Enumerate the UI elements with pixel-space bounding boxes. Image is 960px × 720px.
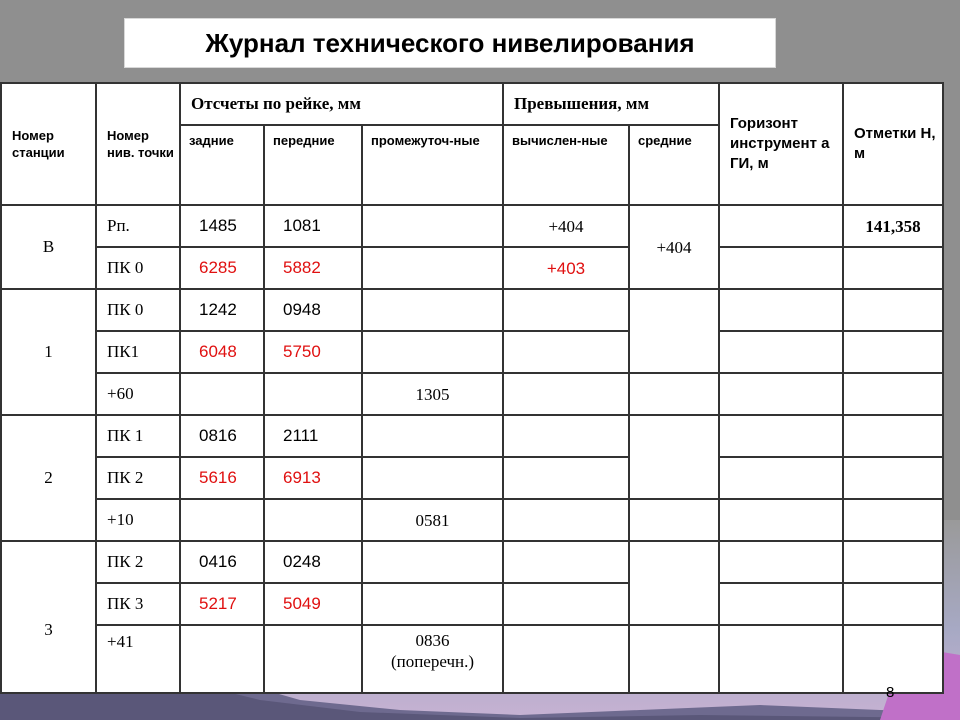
back-reading <box>180 373 264 415</box>
back-reading: 6048 <box>180 331 264 373</box>
front-reading: 2111 <box>264 415 362 457</box>
header-elevations-group: Превышения, мм <box>503 83 719 125</box>
front-reading: 5882 <box>264 247 362 289</box>
mean-elevation <box>629 541 719 625</box>
computed-elevation <box>503 331 629 373</box>
intermediate-reading <box>362 583 503 625</box>
mark-cell <box>843 625 943 693</box>
front-reading: 0248 <box>264 541 362 583</box>
mark-cell: 141,358 <box>843 205 943 247</box>
point-cell: ПК1 <box>96 331 180 373</box>
front-reading: 5750 <box>264 331 362 373</box>
horizon-cell <box>719 625 843 693</box>
computed-elevation <box>503 499 629 541</box>
header-row-1 <box>1 83 943 125</box>
horizon-cell <box>719 331 843 373</box>
front-reading <box>264 625 362 693</box>
back-reading <box>180 499 264 541</box>
back-reading: 1242 <box>180 289 264 331</box>
header-station: Номер станции <box>1 83 96 205</box>
mark-cell <box>843 415 943 457</box>
page-title: Журнал технического нивелирования <box>205 27 695 58</box>
table-row <box>1 373 943 415</box>
point-cell: ПК 1 <box>96 415 180 457</box>
table-row <box>1 289 943 331</box>
point-cell: ПК 3 <box>96 583 180 625</box>
table-row <box>1 541 943 583</box>
mark-cell <box>843 499 943 541</box>
computed-elevation <box>503 289 629 331</box>
horizon-cell <box>719 541 843 583</box>
computed-elevation: +404 <box>503 205 629 247</box>
front-reading: 1081 <box>264 205 362 247</box>
mean-elevation <box>629 625 719 693</box>
back-reading: 0816 <box>180 415 264 457</box>
mark-cell <box>843 583 943 625</box>
header-point: Номер нив. точки <box>96 83 180 205</box>
point-cell: ПК 2 <box>96 541 180 583</box>
computed-elevation <box>503 415 629 457</box>
horizon-cell <box>719 457 843 499</box>
front-reading <box>264 373 362 415</box>
header-marks: Отметки Н, м <box>843 83 943 205</box>
station-cell: 2 <box>1 415 96 541</box>
front-reading <box>264 499 362 541</box>
mean-elevation <box>629 289 719 373</box>
mark-cell <box>843 289 943 331</box>
back-reading: 1485 <box>180 205 264 247</box>
header-horizon: Горизонт инструмент а ГИ, м <box>719 83 843 205</box>
point-cell: +41 <box>96 625 180 693</box>
intermediate-reading: 0836 (поперечн.) <box>362 625 503 693</box>
table-row <box>1 583 943 625</box>
intermediate-reading <box>362 541 503 583</box>
mean-elevation <box>629 373 719 415</box>
station-cell: В <box>1 205 96 289</box>
station-cell: 1 <box>1 289 96 415</box>
back-reading: 0416 <box>180 541 264 583</box>
horizon-cell <box>719 583 843 625</box>
mean-elevation: +404 <box>629 205 719 289</box>
table-row <box>1 331 943 373</box>
mark-cell <box>843 541 943 583</box>
computed-elevation <box>503 625 629 693</box>
point-cell: +60 <box>96 373 180 415</box>
table-row <box>1 499 943 541</box>
station-cell: 3 <box>1 541 96 693</box>
intermediate-reading: 0581 <box>362 499 503 541</box>
intermediate-reading <box>362 247 503 289</box>
leveling-journal-table <box>0 82 944 694</box>
header-intermediate: промежуточ-ные <box>362 125 503 205</box>
table-row <box>1 205 943 247</box>
computed-elevation <box>503 583 629 625</box>
computed-elevation <box>503 541 629 583</box>
mean-elevation <box>629 415 719 499</box>
table-row <box>1 247 943 289</box>
point-cell: ПК 2 <box>96 457 180 499</box>
header-readings-group: Отсчеты по рейке, мм <box>180 83 503 125</box>
point-cell: +10 <box>96 499 180 541</box>
table-row <box>1 415 943 457</box>
point-cell: ПК 0 <box>96 247 180 289</box>
mark-cell <box>843 457 943 499</box>
point-cell: ПК 0 <box>96 289 180 331</box>
back-reading: 5616 <box>180 457 264 499</box>
table-row <box>1 625 943 693</box>
horizon-cell <box>719 415 843 457</box>
intermediate-reading <box>362 331 503 373</box>
computed-elevation <box>503 457 629 499</box>
front-reading: 5049 <box>264 583 362 625</box>
table-row <box>1 457 943 499</box>
mark-cell <box>843 331 943 373</box>
header-back: задние <box>180 125 264 205</box>
header-front: передние <box>264 125 362 205</box>
front-reading: 0948 <box>264 289 362 331</box>
header-computed: вычислен-ные <box>503 125 629 205</box>
computed-elevation <box>503 373 629 415</box>
mean-elevation <box>629 499 719 541</box>
back-reading: 5217 <box>180 583 264 625</box>
intermediate-reading <box>362 457 503 499</box>
horizon-cell <box>719 499 843 541</box>
title-box <box>124 18 776 68</box>
intermediate-reading <box>362 415 503 457</box>
header-mean: средние <box>629 125 719 205</box>
intermediate-reading: 1305 <box>362 373 503 415</box>
horizon-cell <box>719 373 843 415</box>
front-reading: 6913 <box>264 457 362 499</box>
horizon-cell <box>719 289 843 331</box>
back-reading <box>180 625 264 693</box>
computed-elevation: +403 <box>503 247 629 289</box>
mark-cell <box>843 247 943 289</box>
intermediate-reading <box>362 289 503 331</box>
page-number: 8 <box>886 684 895 701</box>
back-reading: 6285 <box>180 247 264 289</box>
intermediate-reading <box>362 205 503 247</box>
point-cell: Рп. <box>96 205 180 247</box>
horizon-cell <box>719 205 843 247</box>
horizon-cell <box>719 247 843 289</box>
mark-cell <box>843 373 943 415</box>
